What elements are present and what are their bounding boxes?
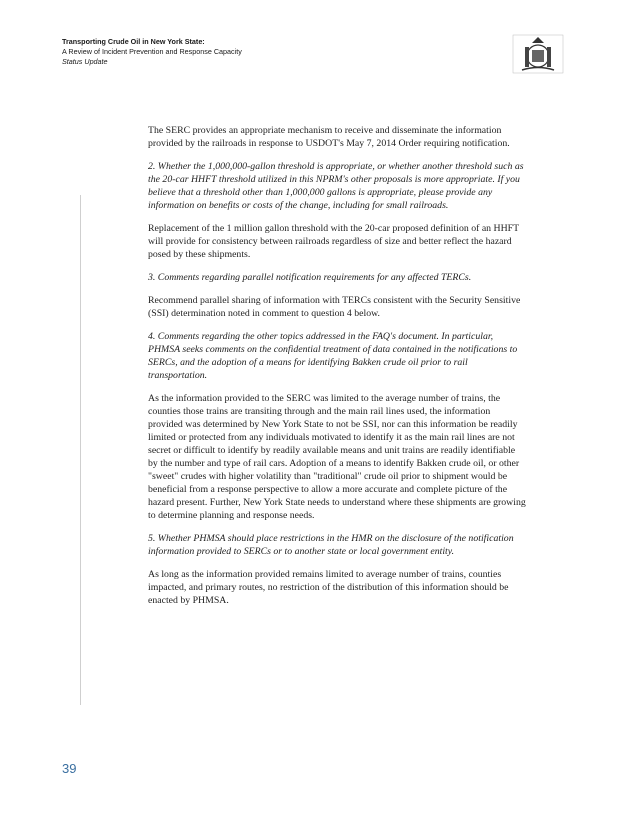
question-5: 5. Whether PHMSA should place restrictions in the HMR on the disclosure of the notification information provided to SERCs or to another state or local government entity.: [148, 533, 514, 557]
scanned-letter-body: [148, 124, 526, 617]
document-header: [62, 37, 482, 67]
header-status: Status Update: [62, 57, 108, 66]
answer-5: As long as the information provided remains limited to average number of trains, counties impacted, and primary routes, no restriction of the distribution of this information should be enacted by PHMSA.: [148, 569, 509, 606]
answer-2: Replacement of the 1 million gallon threshold with the 20-car proposed definition of an HHFT will provide for consistency between railroads regardless of size and better reflect the hazard posed by these shipments.: [148, 223, 519, 260]
question-4: 4. Comments regarding the other topics addressed in the FAQ's document. In particular, PHMSA seeks comments on the confidential treatment of data contained in the notifications to SERCs, and the adoption of a means for identifying Bakken crude oil prior to rail transportation.: [148, 331, 518, 381]
new-york-state-seal-icon: [512, 34, 564, 74]
page-number: 39: [62, 761, 77, 776]
header-title: Transporting Crude Oil in New York State:: [62, 37, 205, 46]
question-2: 2. Whether the 1,000,000-gallon threshold is appropriate, or whether another threshold such as the 20-car HHFT threshold utilized in this NPRM's other proposals is more appropriate. If you believe that a threshold other than 1,000,000 gallons is appropriate, please provide any information on benefits or costs of the change, including for small railroads.: [148, 161, 524, 211]
scan-margin-line: [80, 195, 81, 705]
paragraph-serc-mechanism: The SERC provides an appropriate mechanism to receive and disseminate the information provided by the railroads in response to USDOT's May 7, 2014 Order requiring notification.: [148, 125, 510, 149]
answer-4: As the information provided to the SERC was limited to the average number of trains, the counties those trains are transiting through and the main rail lines used, the information provided was determined by New York State to not be SSI, nor can this information be readily limited or protected from any individuals motivated to identify it as the main rail lines are not secret or difficult to identify by readily available means and unit trains are readily identifiable by the number and type of rail cars. Adoption of a means to identify Bakken crude oil, or other "sweet" crudes with higher volatility than "traditional" crude oil prior to shipment would be beneficial from a response perspective to allow a more accurate and complete picture of the hazard present. Further, New York State needs to understand where these shipments are growing to determine planning and response needs.: [148, 393, 526, 521]
header-subtitle: A Review of Incident Prevention and Response Capacity: [62, 47, 242, 56]
question-3: 3. Comments regarding parallel notification requirements for any affected TERCs.: [148, 272, 472, 283]
answer-3: Recommend parallel sharing of information with TERCs consistent with the Security Sensitive (SSI) determination noted in comment to question 4 below.: [148, 295, 521, 319]
